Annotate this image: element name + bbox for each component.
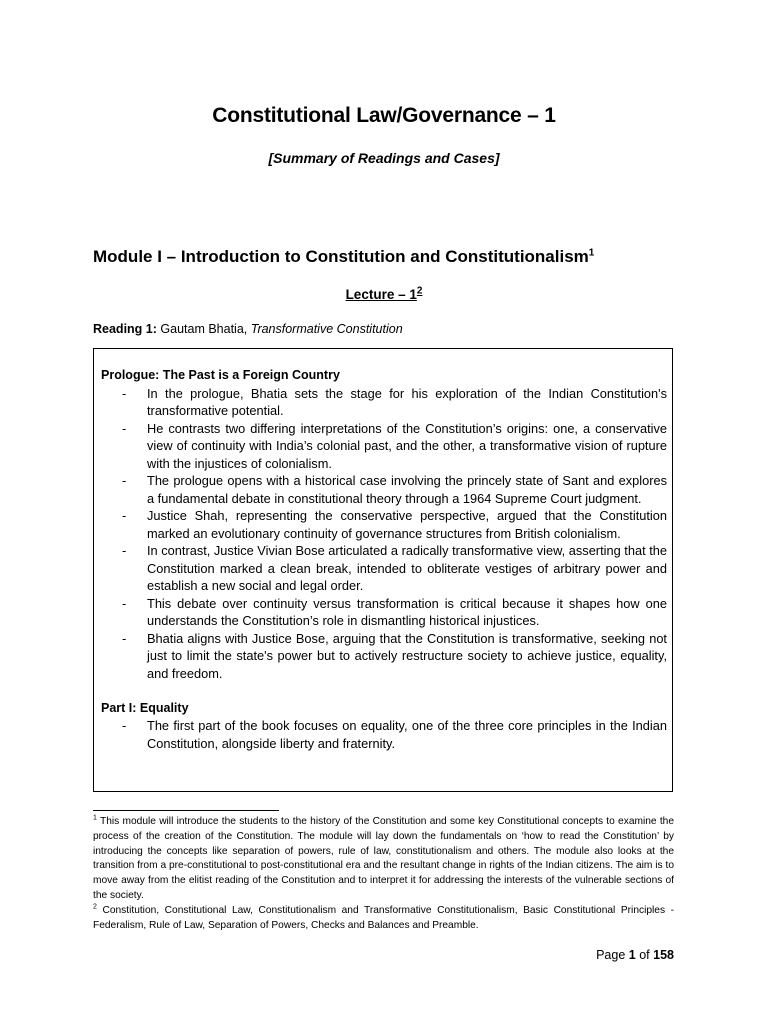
bullet-text: Bhatia aligns with Justice Bose, arguing that the Constitution is transformative, seeking not just to limit the state's power but to actively restructure society to achieve justice, equality, and freedom. [147, 630, 667, 681]
footnote-text: This module will introduce the students to the history of the Constitution and some key Constitutional concepts to examine the process of the creation of the Constitution. The module will lay down the fundamentals on ‘how to read the Constitution’ by introducing the concepts like separation of powers, rule of law, constitutionalism and others. The module also looks at the transition from a pre-constitutional to post-constitutional era and the resultant change in rights of the Indian citizens. The aim is to move away from the elitist reading of the Constitution and to interpret it for addressing the interests of the vulnerable sections of the society. [93, 816, 674, 901]
bullet-list [101, 717, 667, 752]
section-title: Part I: Equality [101, 700, 189, 715]
bullet-dash: - [122, 385, 127, 401]
summary-box-content [101, 367, 667, 752]
lecture-heading [0, 287, 768, 302]
summary-box [93, 348, 673, 792]
bullet-item [101, 420, 667, 473]
lecture-label: Lecture – 1 [345, 287, 417, 302]
bullet-item [101, 385, 667, 420]
section-title: Prologue: The Past is a Foreign Country [101, 368, 340, 382]
page-total: 158 [653, 948, 674, 962]
footnote-2 [93, 904, 674, 934]
bullet-text: Justice Shah, representing the conservative perspective, argued that the Constitution marked an evolutionary continuity of governance structures from British colonialism. [147, 508, 667, 541]
footnotes [93, 815, 674, 933]
bullet-dash: - [122, 473, 127, 488]
module-footnote-ref[interactable]: 1 [588, 247, 595, 259]
bullet-item [101, 630, 667, 683]
bullet-text: He contrasts two differing interpretations of the Constitution’s origins: one, a conservative view of continuity with India’s colonial past, and the other, a transformative vision of rupture with the injustices of colonialism. [147, 420, 667, 471]
module-heading [93, 247, 693, 267]
bullet-text: This debate over continuity versus transformation is critical because it shapes how one understands the Constitution’s role in dismantling historical injustices. [147, 595, 667, 628]
bullet-dash: - [122, 718, 127, 733]
page-of: of [639, 948, 650, 962]
reading-label: Reading 1: [93, 322, 157, 336]
page-number [474, 948, 674, 962]
bullet-list [101, 385, 667, 683]
bullet-text: In the prologue, Bhatia sets the stage for his exploration of the Indian Constitution's transformative potential. [147, 385, 667, 418]
page-current: 1 [628, 948, 636, 962]
bullet-item [101, 542, 667, 595]
bullet-item [101, 507, 667, 542]
reading-title: Transformative Constitution [250, 322, 403, 336]
bullet-text: The prologue opens with a historical case involving the princely state of Sant and explores a fundamental debate in constitutional theory through a 1964 Supreme Court judgment. [147, 473, 667, 506]
document-subtitle: [Summary of Readings and Cases] [268, 150, 500, 166]
bullet-item [101, 717, 667, 752]
footnote-text: Constitution, Constitutional Law, Constitutionalism and Transformative Constitutionalism, Basic Constitutional Principles - Federalism, Rule of Law, Separation of Powers, Checks and Balances and Preamble. [93, 904, 674, 931]
footnote-1 [93, 815, 674, 904]
bullet-dash: - [122, 595, 127, 611]
bullet-text: In contrast, Justice Vivian Bose articulated a radically transformative view, asserting that the Constitution marked a clean break, intended to obliterate vestiges of arbitrary power and establish a new social and legal order. [147, 543, 667, 593]
bullet-item [101, 595, 667, 630]
reading-line [93, 322, 693, 336]
bullet-dash: - [122, 630, 127, 646]
page-prefix: Page [596, 948, 626, 962]
footnote-separator [93, 810, 279, 811]
bullet-dash: - [122, 543, 127, 558]
bullet-item [101, 472, 667, 507]
module-heading-text: Module I – Introduction to Constitution and Constitutionalism [93, 247, 589, 266]
bullet-dash: - [122, 420, 127, 436]
footnote-number: 1 [93, 814, 97, 822]
lecture-footnote-ref[interactable]: 2 [416, 285, 423, 297]
reading-author: Gautam Bhatia, [160, 322, 248, 336]
bullet-dash: - [122, 508, 127, 523]
document-title: Constitutional Law/Governance – 1 [212, 104, 556, 127]
footnote-number: 2 [93, 903, 97, 911]
bullet-text: The first part of the book focuses on equality, one of the three core principles in the Indian Constitution, alongside liberty and fraternity. [147, 718, 667, 751]
